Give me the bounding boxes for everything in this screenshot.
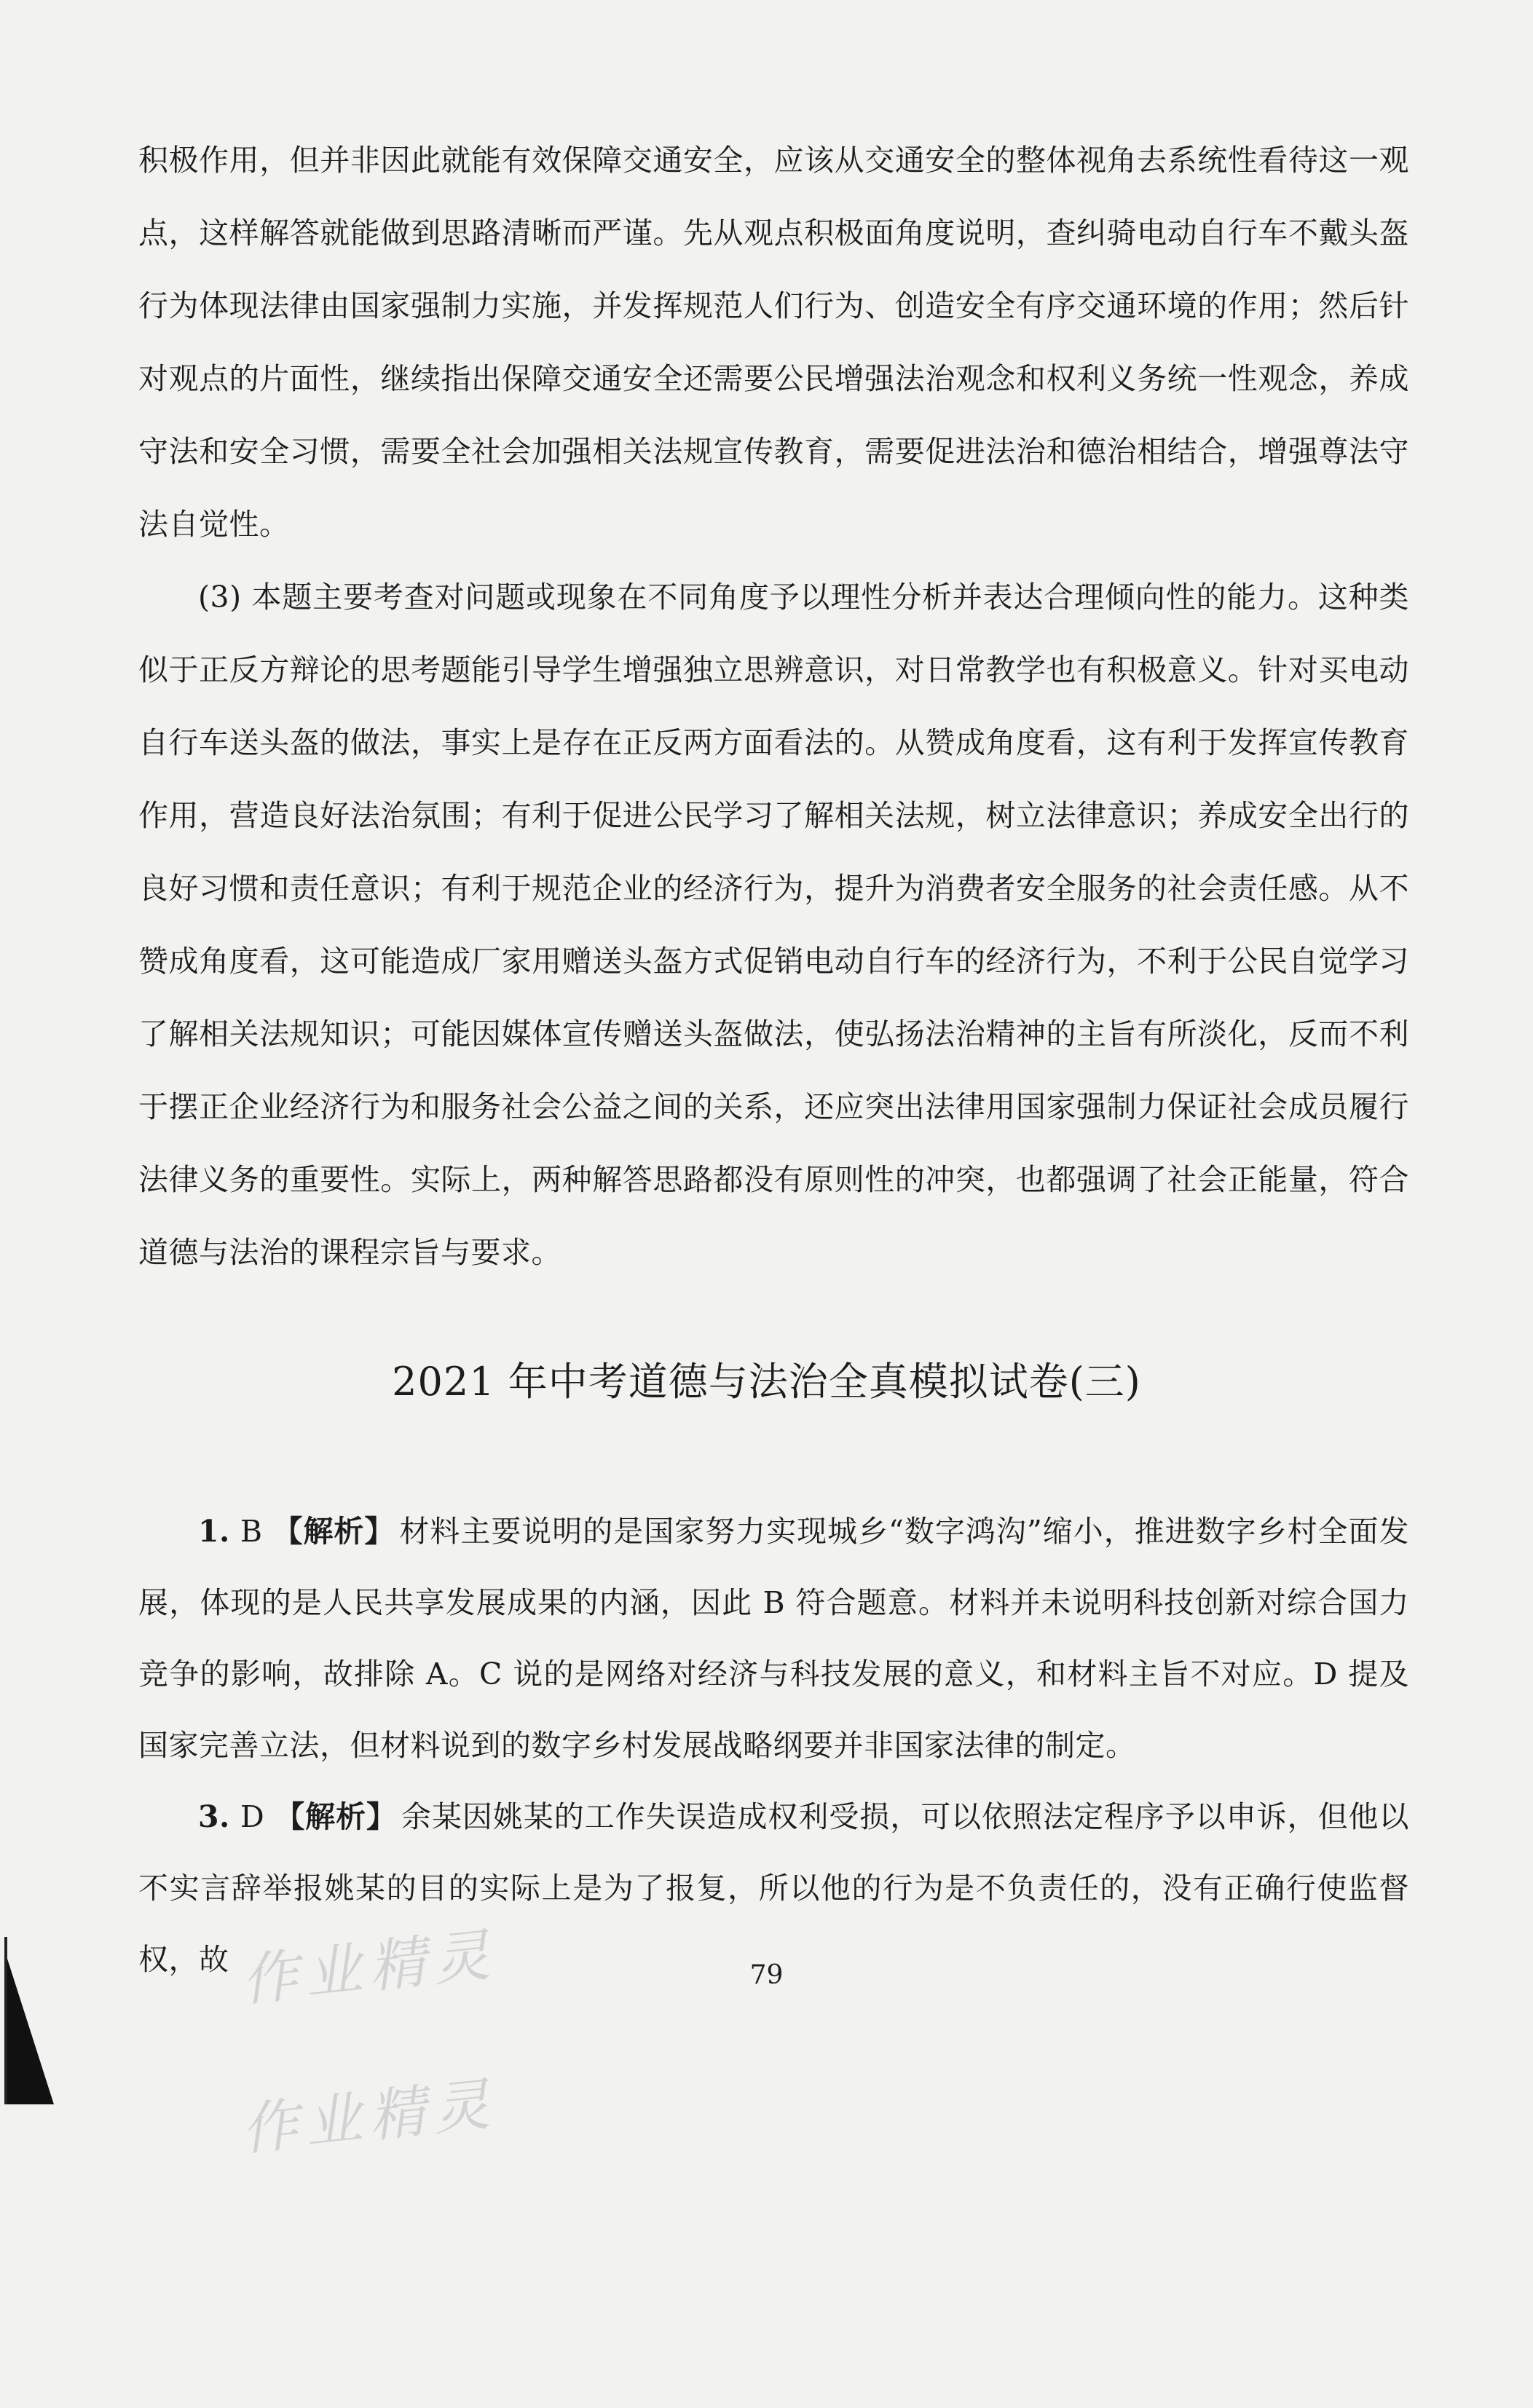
analysis-tag: 【解析】 [272,1514,395,1549]
page-number: 79 [749,1960,784,1990]
top-text-block [138,124,1409,1289]
watermark: 作业精灵 [237,2071,500,2164]
watermark: 作业精灵 [237,1922,500,2015]
analysis-tag: 【解析】 [275,1799,397,1834]
section-title: 2021 年中考道德与法治全真模拟试卷(三) [392,1359,1141,1405]
answer-item-1 [138,1496,1409,1781]
answer-choice: D [240,1799,265,1834]
answers-block [138,1496,1409,1995]
scan-edge-mark [7,1959,54,2104]
answer-choice: B [240,1514,263,1549]
answer-number: 3. [198,1799,230,1834]
answer-number: 1. [198,1514,230,1549]
answer-text: 材料主要说明的是国家努力实现城乡“数字鸿沟”缩小，推进数字乡村全面发展，体现的是人民共享发展成果的内涵，因此 B 符合题意。材料并未说明科技创新对综合国力竞争的影响，故排除 A。C 说的是网络对经济与科技发展的意义，和材料主旨不对应。D 提及国家完善立法，但材料说到的数字乡村发展战略纲要并非国家法律的制定。 [138,1514,1409,1763]
paragraph-question-3: (3) 本题主要考查对问题或现象在不同角度予以理性分析并表达合理倾向性的能力。这种类似于正反方辩论的思考题能引导学生增强独立思辨意识，对日常教学也有积极意义。针对买电动自行车送头盔的做法，事实上是存在正反两方面看法的。从赞成角度看，这有利于发挥宣传教育作用，营造良好法治氛围；有利于促进公民学习了解相关法规，树立法律意识；养成安全出行的良好习惯和责任意识；有利于规范企业的经济行为，提升为消费者安全服务的社会责任感。从不赞成角度看，这可能造成厂家用赠送头盔方式促销电动自行车的经济行为，不利于公民自觉学习了解相关法规知识；可能因媒体宣传赠送头盔做法，使弘扬法治精神的主旨有所淡化，反而不利于摆正企业经济行为和服务社会公益之间的关系，还应突出法律用国家强制力保证社会成员履行法律义务的重要性。实际上，两种解答思路都没有原则性的冲突，也都强调了社会正能量，符合道德与法治的课程宗旨与要求。 [138,580,1409,1270]
paragraph-continuation: 积极作用，但并非因此就能有效保障交通安全，应该从交通安全的整体视角去系统性看待这一观点，这样解答就能做到思路清晰而严谨。先从观点积极面角度说明，查纠骑电动自行车不戴头盔行为体现法律由国家强制力实施，并发挥规范人们行为、创造安全有序交通环境的作用；然后针对观点的片面性，继续指出保障交通安全还需要公民增强法治观念和权利义务统一性观念，养成守法和安全习惯，需要全社会加强相关法规宣传教育，需要促进法治和德治相结合，增强尊法守法自觉性。 [138,143,1409,542]
answer-text: 余某因姚某的工作失误造成权利受损，可以依照法定程序予以申诉，但他以不实言辞举报姚某的目的实际上是为了报复，所以他的行为是不负责任的，没有正确行使监督权，故 [138,1799,1409,1977]
